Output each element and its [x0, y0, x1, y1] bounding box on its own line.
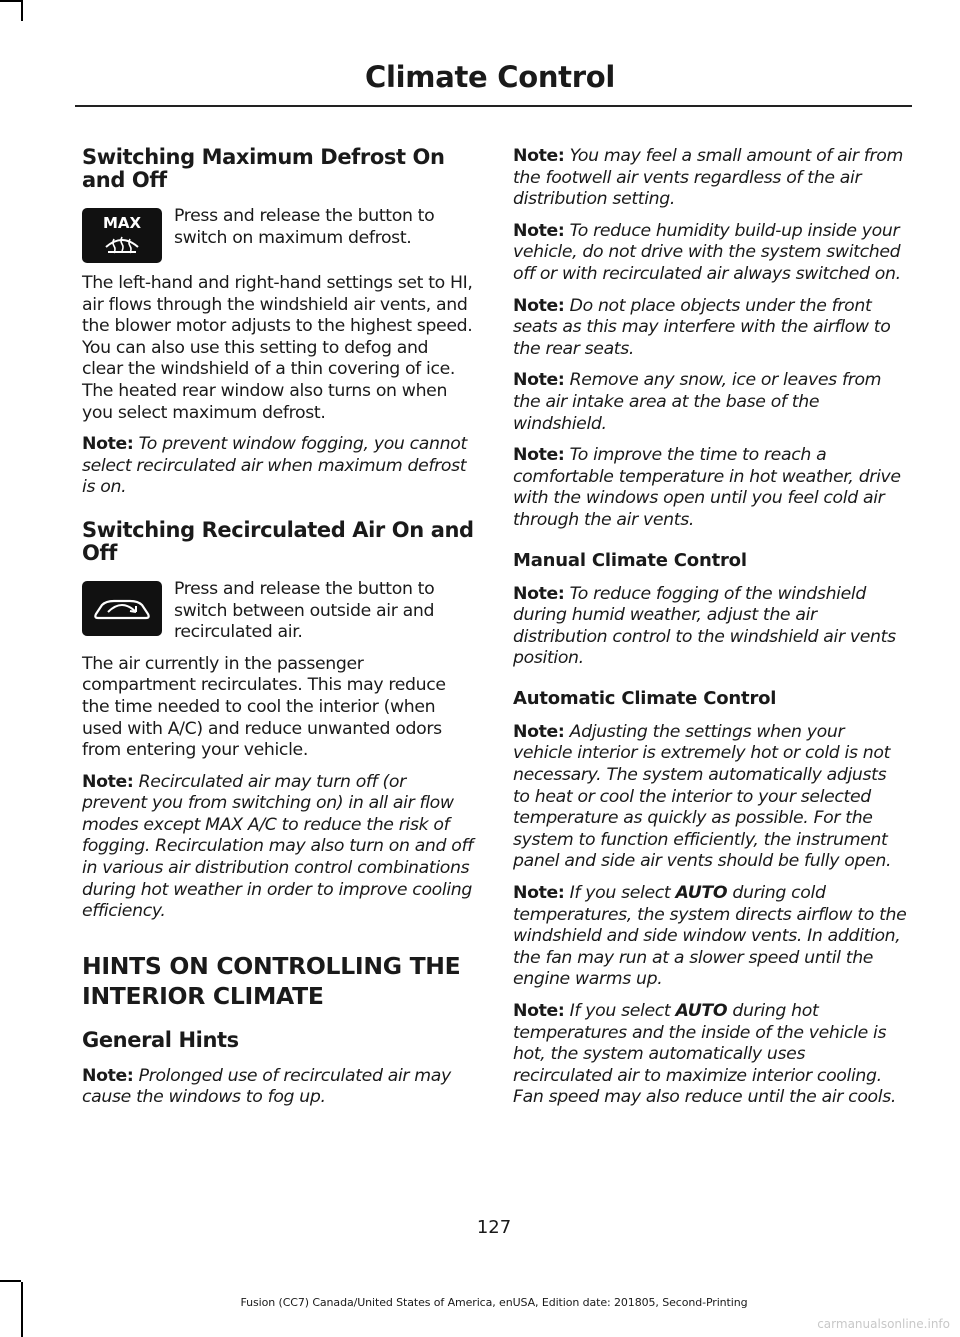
note-text: Remove any snow, ice or leaves from the air intake area at the base of the windshield.	[513, 370, 882, 434]
note-label: Note:	[513, 883, 565, 904]
defrost-button-row	[82, 206, 474, 263]
defrost-note	[82, 434, 474, 499]
note-footwell	[513, 146, 907, 211]
note-humidity	[513, 221, 907, 286]
note-text: To prevent window fogging, you cannot select recirculated air when maximum defrost is on.	[82, 434, 467, 498]
automatic-climate-heading: Automatic Climate Control	[513, 687, 777, 709]
max-defrost-icon	[82, 208, 162, 263]
note-text: To improve the time to reach a comfortable temperature in hot weather, drive with the windows open until you feel cold air through the air vents.	[513, 445, 901, 530]
note-label: Note:	[82, 771, 134, 792]
crop-mark-bottom-left	[0, 1280, 21, 1282]
note-label: Note:	[513, 721, 565, 742]
recirc-heading: Switching Recirculated Air On and Off	[82, 517, 474, 565]
note-text: Prolonged use of recirculated air may cause the windows to fog up.	[82, 1065, 451, 1108]
recirc-body: The air currently in the passenger compartment recirculates. This may reduce the time needed to cool the interior (when used with A/C) and reduce unwanted odors from entering your vehicle.	[82, 653, 446, 761]
hints-heading-line2: INTERIOR CLIMATE	[82, 981, 324, 1010]
watermark: carmanualsonline.info	[817, 1317, 950, 1331]
note-text: If you select	[564, 883, 676, 904]
right-column	[513, 146, 907, 1119]
note-text: Recirculated air may turn off (or prevent you from switching on) in all air flow modes except MAX A/C to reduce the risk of fogging. Recirculation may also turn on and off in various air distribution control combinations during hot weather in order to improve cooling efficiency.	[82, 771, 473, 922]
defrost-heading: Switching Maximum Defrost On and Off	[82, 145, 445, 192]
note-objects	[513, 296, 907, 361]
manual-note	[513, 584, 907, 670]
general-note	[82, 1066, 474, 1109]
max-defrost-icon-label: MAX	[102, 213, 142, 232]
note-label: Note:	[513, 370, 565, 391]
header-divider	[75, 105, 912, 107]
note-text: during cold temperatures, the system directs airflow to the windshield and side window vents. In addition, the fan may run at a slower speed until the engine warms up.	[513, 883, 907, 990]
note-text: Adjusting the settings when your vehicle interior is extremely hot or cold is not necessary. The system automatically adjusts to heat or cool the interior to your selected temperature as quickly as possible. For the system to function efficiently, the instrument panel and side air vents should be fully open.	[513, 721, 892, 872]
note-label: Note:	[513, 445, 565, 466]
crop-mark-top-left-v	[21, 0, 23, 21]
auto-note-3	[513, 1001, 907, 1109]
note-label: Note:	[513, 1001, 565, 1021]
crop-mark-bottom-left-v	[21, 1282, 23, 1337]
recirculated-air-icon	[82, 581, 162, 636]
note-text: To reduce fogging of the windshield during humid weather, adjust the air distribution control to the windshield air vents position.	[513, 583, 896, 669]
crop-mark-top-left	[0, 0, 21, 2]
auto-note-2	[513, 883, 907, 991]
note-label: Note:	[82, 1065, 134, 1086]
page-title: Climate Control	[365, 60, 615, 94]
note-text: Do not place objects under the front seats as this may interfere with the airflow to the rear seats.	[513, 295, 891, 359]
recirc-note	[82, 772, 474, 923]
recirc-button-row	[82, 579, 474, 644]
manual-climate-heading: Manual Climate Control	[513, 549, 747, 571]
note-label: Note:	[513, 220, 565, 241]
note-label: Note:	[513, 146, 565, 166]
note-label: Note:	[82, 434, 134, 455]
edition-line: Fusion (CC7) Canada/United States of America, enUSA, Edition date: 201805, Second-Printing	[240, 1296, 748, 1309]
note-label: Note:	[513, 295, 565, 316]
general-hints-heading: General Hints	[82, 1027, 239, 1052]
note-text: during hot temperatures and the inside of the vehicle is hot, the system automatically uses recirculated air to maximize interior cooling. Fan speed may also reduce until the air cools.	[513, 1001, 897, 1108]
note-text: You may feel a small amount of air from the footwell air vents regardless of the air distribution setting.	[513, 146, 903, 210]
page-number: 127	[476, 1217, 512, 1238]
auto-note-1	[513, 722, 907, 873]
recirc-intro: Press and release the button to switch between outside air and recirculated air.	[174, 578, 435, 643]
auto-keyword: AUTO	[675, 883, 728, 904]
auto-keyword: AUTO	[675, 1001, 728, 1021]
left-column	[82, 146, 474, 1119]
note-text: If you select	[564, 1001, 676, 1021]
defrost-intro: Press and release the button to switch on maximum defrost.	[174, 206, 435, 248]
defrost-body: The left-hand and right-hand settings set to HI, air flows through the windshield air vents, and the blower motor adjusts to the highest speed. You can also use this setting to defog and clear the windshield of a thin covering of ice. The heated rear window also turns on when you select maximum defrost.	[82, 273, 473, 423]
hints-heading-line1: HINTS ON CONTROLLING THE	[82, 951, 461, 980]
note-hot-weather	[513, 445, 907, 531]
note-text: To reduce humidity build-up inside your vehicle, do not drive with the system switched off or with recirculated air always switched on.	[513, 220, 901, 284]
note-label: Note:	[513, 583, 565, 604]
note-snow	[513, 370, 907, 435]
